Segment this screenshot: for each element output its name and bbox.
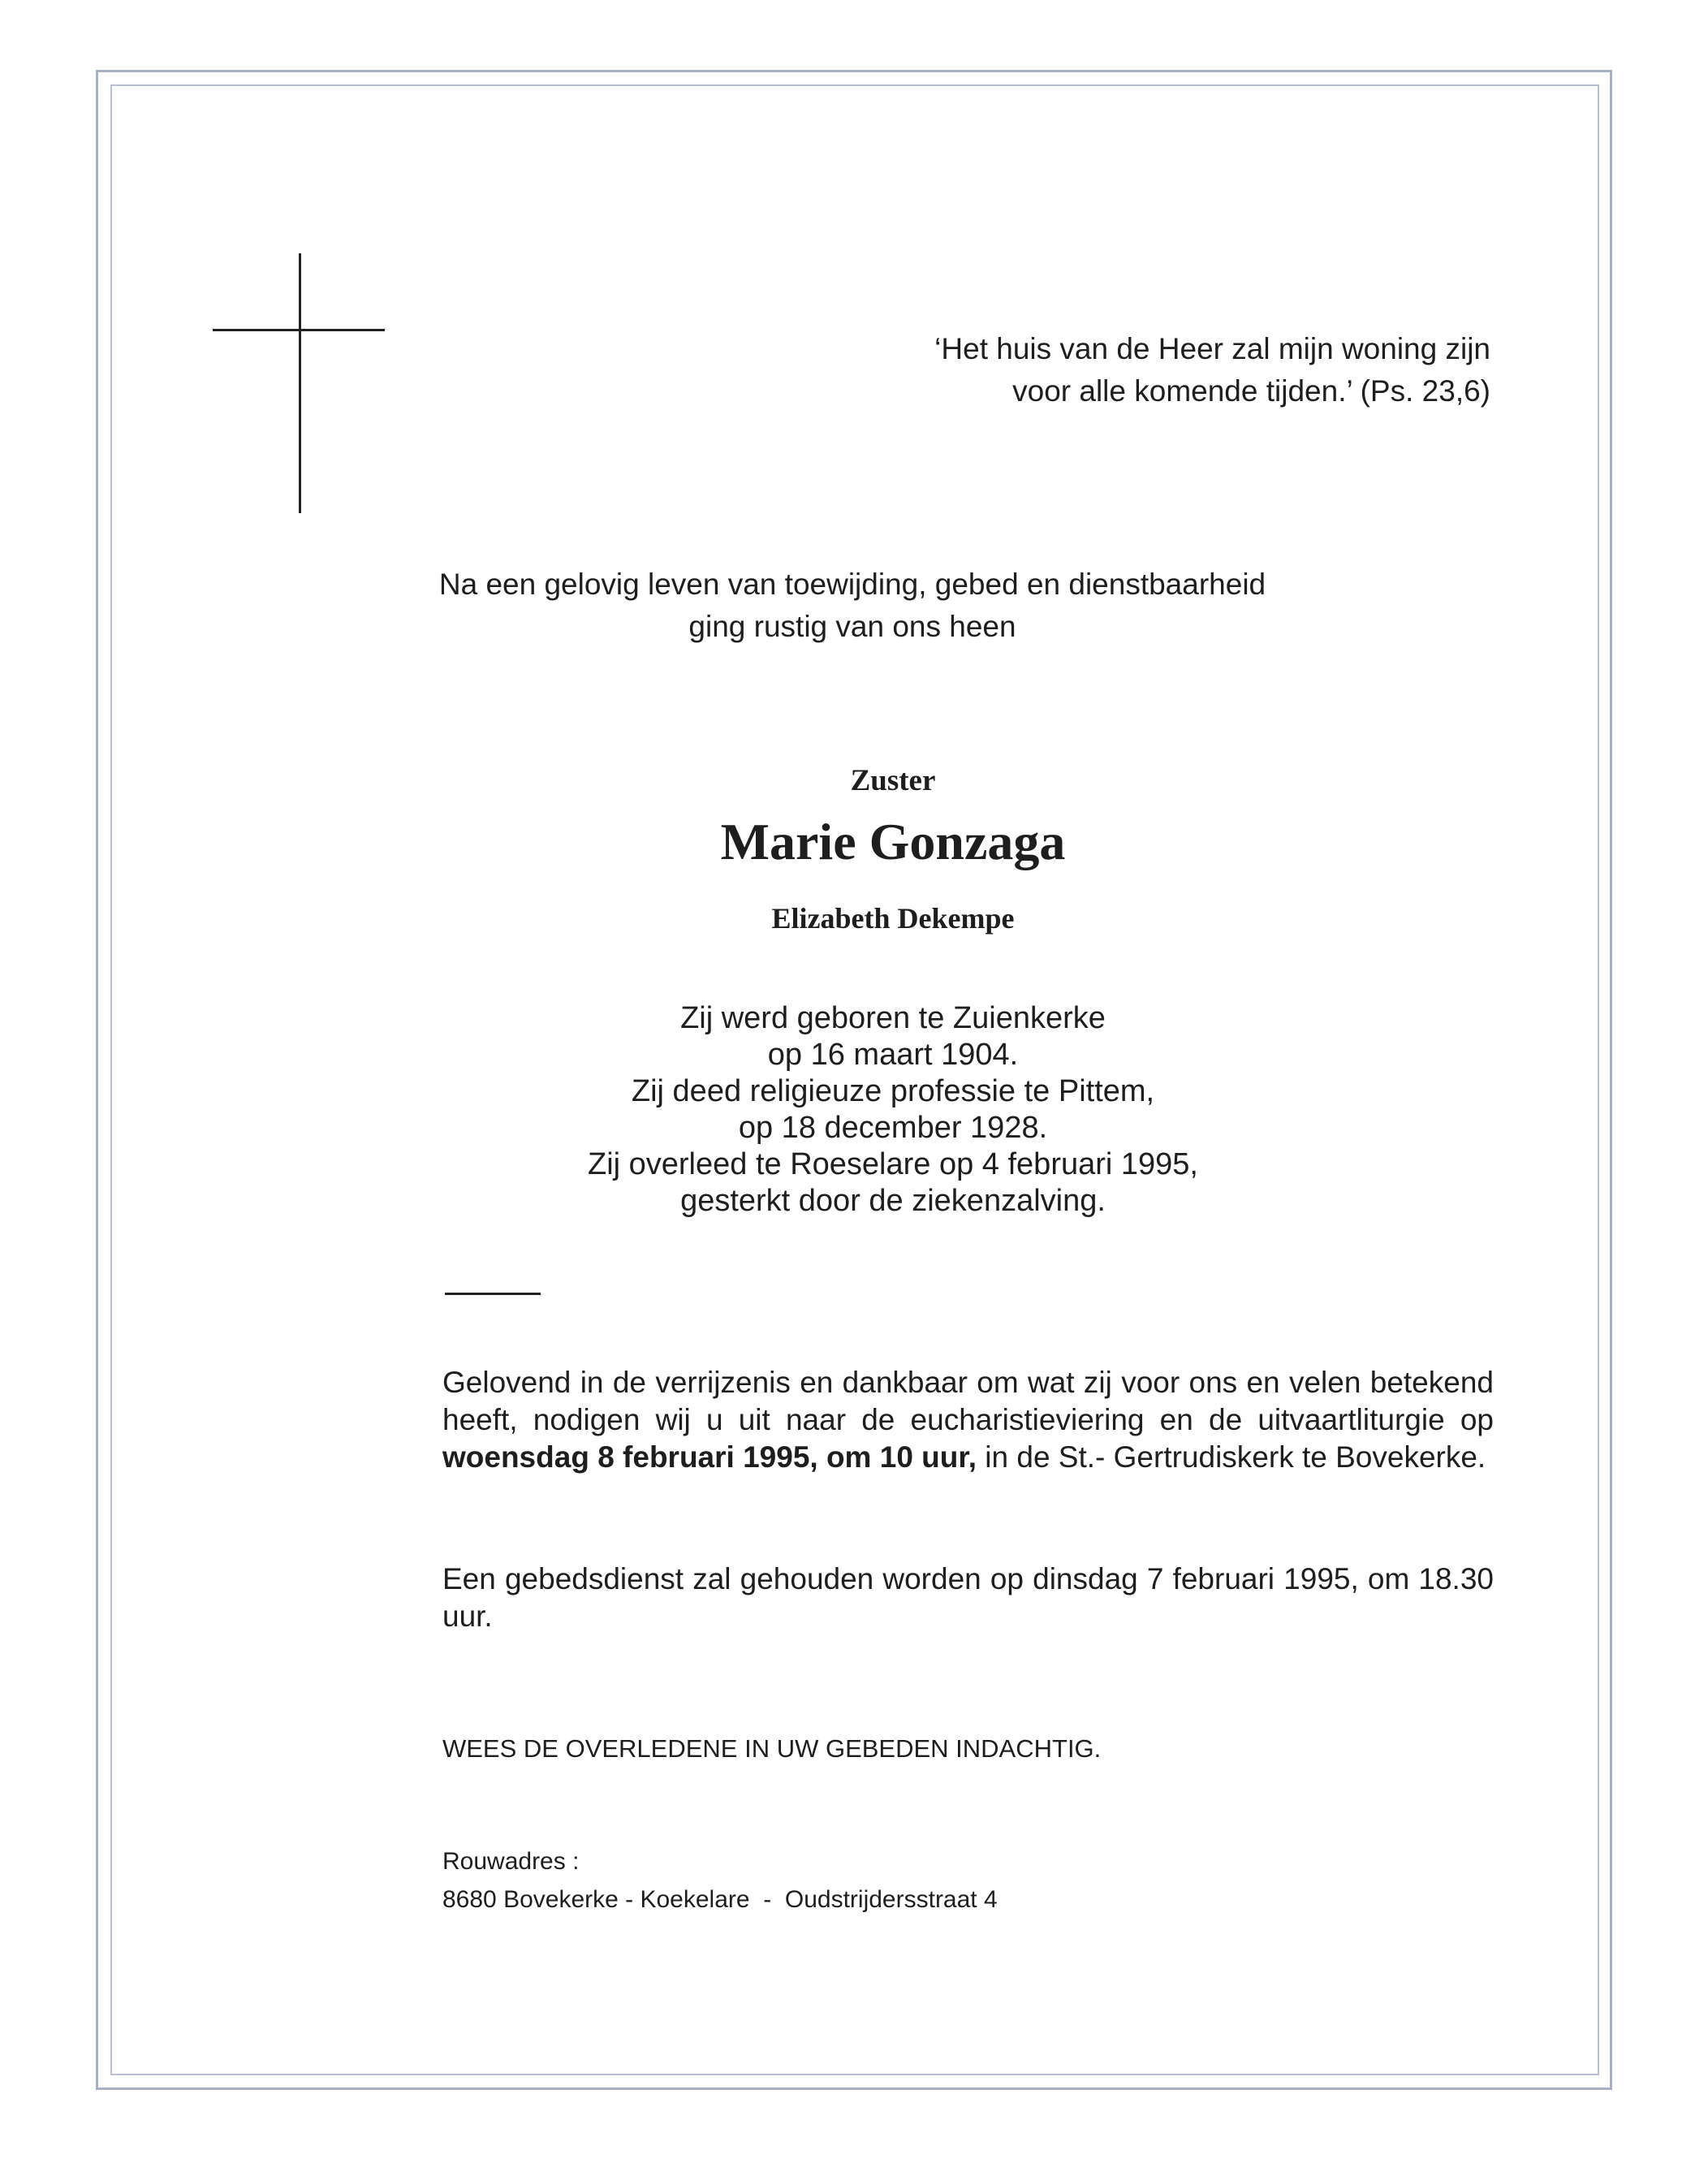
prayer-service-notice: Een gebedsdienst zal gehouden worden op dinsdag 7 februari 1995, om 18.30 uur. [442, 1562, 1494, 1633]
mourning-address: 8680 Bovekerke - Koekelare - Oudstrijdersstraat 4 [442, 1886, 998, 1913]
bio-line: gesterkt door de ziekenzalving. [680, 1184, 1106, 1218]
intro-line-1: Na een gelovig leven van toewijding, gebed en dienstbaarheid [438, 568, 1266, 601]
funeral-invitation [442, 1364, 1494, 1476]
address-label: Rouwadres : [442, 1848, 580, 1875]
bio-line: op 18 december 1928. [738, 1111, 1048, 1145]
quote-line-1: ‘Het huis van de Heer zal mijn woning zijn [934, 332, 1490, 365]
invitation-text-after: in de St.- Gertrudiskerk te Bovekerke. [977, 1440, 1486, 1474]
funeral-date-time: woensdag 8 februari 1995, om 10 uur, [442, 1440, 977, 1474]
intro-text [325, 563, 1380, 648]
section-divider [445, 1293, 541, 1295]
cross-vertical-bar [299, 253, 301, 513]
invitation-text-before: Gelovend in de verrijzenis en dankbaar om wat zij voor ons en velen betekend heeft, nodigen wij u uit naar de eucharistieviering en de uitvaartliturgie op [442, 1366, 1494, 1436]
religious-title: Zuster [850, 764, 936, 797]
bio-line: Zij overleed te Roeselare op 4 februari 1995, [587, 1147, 1198, 1181]
quote-line-2: voor alle komende tijden.’ (Ps. 23,6) [1012, 374, 1490, 408]
intro-line-2: ging rustig van ons heen [688, 610, 1016, 643]
biography [406, 1000, 1380, 1220]
civil-name: Elizabeth Dekempe [771, 902, 1015, 935]
bio-line: Zij deed religieuze professie te Pittem, [631, 1074, 1155, 1108]
bio-line: Zij werd geboren te Zuienkerke [680, 1001, 1106, 1035]
deceased-name: Marie Gonzaga [720, 813, 1066, 870]
closing-request: WEES DE OVERLEDENE IN UW GEBEDEN INDACHTIG. [442, 1734, 1102, 1763]
psalm-quote [760, 328, 1490, 412]
cross-horizontal-bar [213, 329, 385, 331]
bio-line: op 16 maart 1904. [767, 1038, 1019, 1072]
